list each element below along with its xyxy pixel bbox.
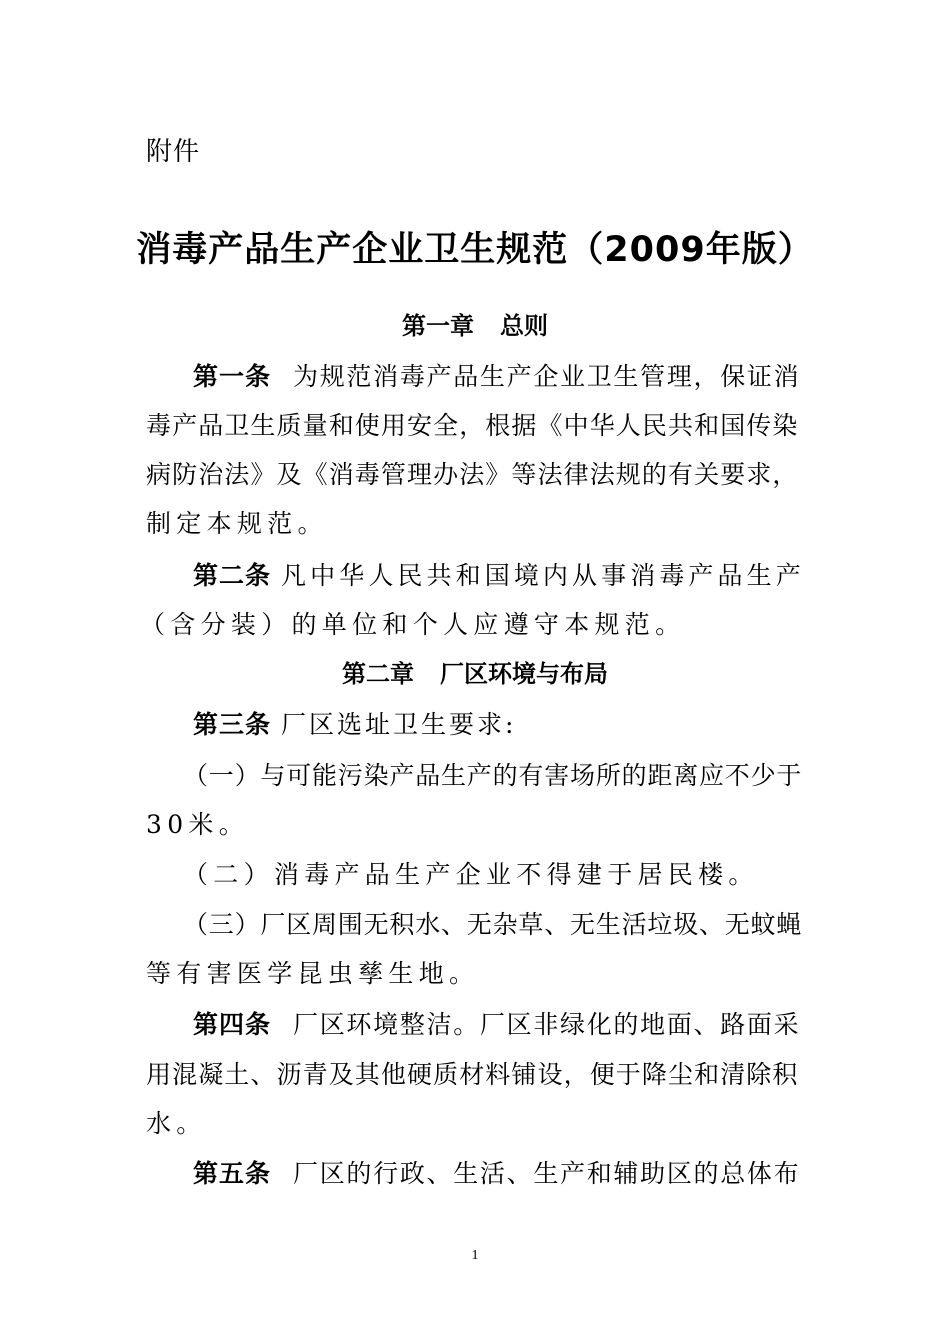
article-2-label: 第二条 [193,561,272,590]
article-5-label: 第五条 [193,1159,272,1188]
article-4-line-2: 用混凝土、沥青及其他硬质材料铺设，便于降尘和清除积 [146,1060,799,1089]
attachment-label: 附件 [146,137,201,167]
chapter-2-name: 厂区环境与布局 [440,660,608,688]
article-4-line-3: 水。 [146,1109,207,1138]
article-3-item-1-cont: 30米。 [146,810,250,839]
article-2-line-2: （含分装）的单位和个人应遵守本规范。 [140,610,686,639]
article-1-line-4: 制定本规范。 [146,509,328,538]
article-1-line-3: 病防治法》及《消毒管理办法》等法律法规的有关要求， [146,460,799,489]
article-4-label: 第四条 [193,1010,272,1039]
article-5-text-1: 厂区的行政、生活、生产和辅助区的总体布 [293,1159,801,1188]
article-3-item-2: （二）消毒产品生产企业不得建于居民楼。 [183,860,759,889]
chapter-1-heading [0,306,950,346]
article-1-line-2: 毒产品卫生质量和使用安全，根据《中华人民共和国传染 [146,411,799,440]
chapter-1-number: 第一章 [402,312,474,340]
chapter-2-heading [0,654,950,694]
article-4-text-1: 厂区环境整洁。厂区非绿化的地面、路面采 [293,1010,801,1039]
article-4-line-1 [193,1005,800,1045]
article-1-text-1: 为规范消毒产品生产企业卫生管理，保证消 [293,362,801,391]
article-3-label: 第三条 [193,710,272,739]
article-1-line-1 [193,357,800,397]
article-3-intro: 厂区选址卫生要求: [281,710,517,739]
article-5-line-1 [193,1154,800,1194]
document-title: 消毒产品生产企业卫生规范（2009年版） [136,230,814,270]
article-3-item-1: （一）与可能污染产品生产的有害场所的距离应不少于 [183,761,803,790]
article-3-item-3: （三）厂区周围无积水、无杂草、无生活垃圾、无蚊蝇 [183,910,803,939]
article-2-line-1 [193,556,805,596]
chapter-2-number: 第二章 [342,660,414,688]
article-2-text-1: 凡中华人民共和国境内从事消毒产品生产 [281,561,805,590]
article-1-label: 第一条 [193,362,272,391]
article-3-item-3-cont: 等有害医学昆虫孳生地。 [146,959,480,988]
article-3-line-1 [193,705,516,745]
chapter-1-name: 总则 [500,312,548,340]
page-number: 1 [471,1248,479,1263]
